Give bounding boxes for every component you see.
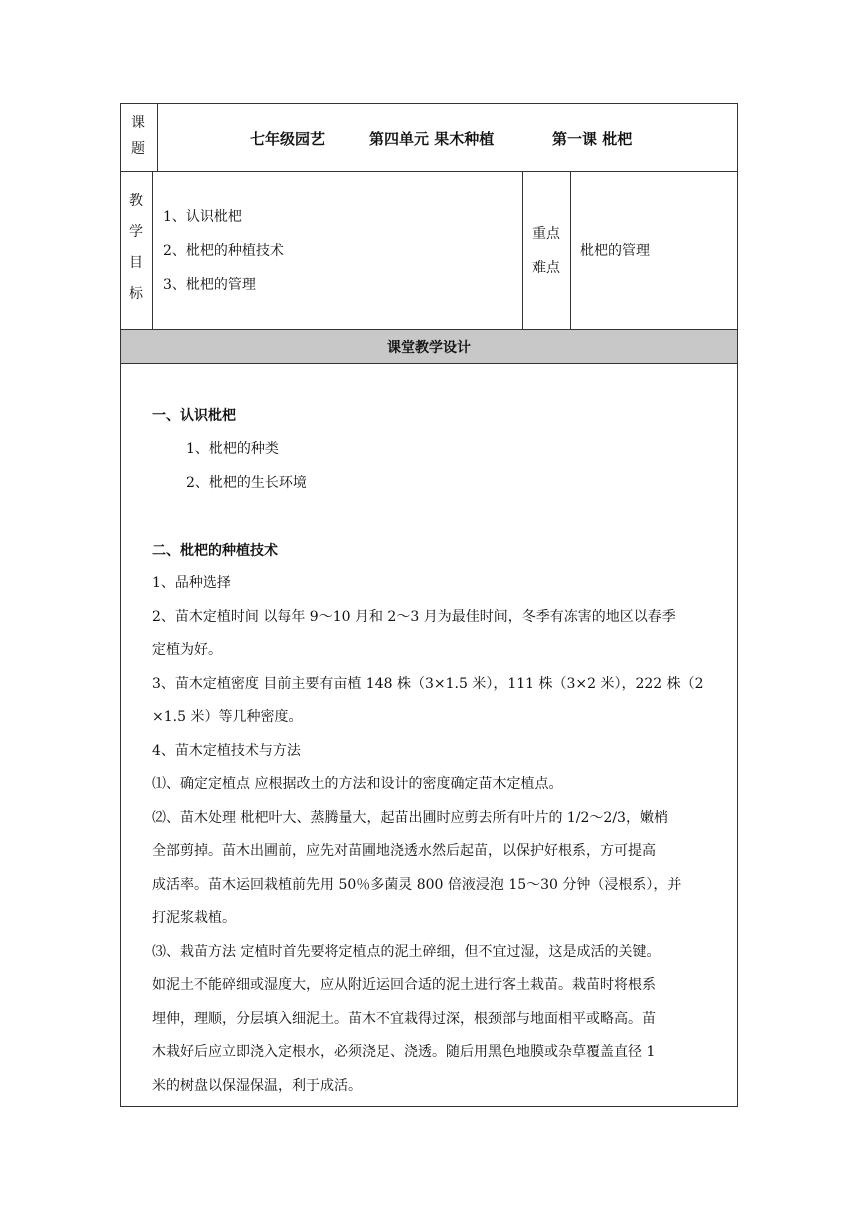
- body-line: 1、品种选择: [152, 575, 231, 591]
- key-points-value: 枇杷的管理: [580, 243, 650, 259]
- body-line: 2、苗木定植时间 以每年 9～10 月和 2～3 月为最佳时间，冬季有冻害的地区以春季: [152, 608, 676, 625]
- section-item: 1、枇杷的种类: [186, 441, 279, 457]
- row-divider: [120, 363, 738, 364]
- lesson-title: [160, 128, 738, 152]
- row-divider: [120, 171, 738, 172]
- difficulties-label: 难点: [532, 260, 560, 276]
- goal-item: 2、枇杷的种植技术: [163, 243, 284, 259]
- column-divider: [152, 171, 153, 330]
- column-divider: [570, 171, 571, 330]
- key-points-label: 重点: [532, 226, 560, 242]
- body-line: 木栽好后应立即浇入定根水，必须浇足、浇透。随后用黑色地膜或杂草覆盖直径 1: [152, 1044, 656, 1060]
- section-body: [152, 567, 712, 1103]
- title-grade: 七年级园艺: [250, 130, 326, 148]
- title-lesson: 第一课 枇杷: [552, 130, 633, 148]
- body-line: 埋伸，理顺，分层填入细泥土。苗木不宜栽得过深，根颈部与地面相平或略高。苗: [152, 1010, 656, 1027]
- label-char: 教: [129, 193, 143, 209]
- title-unit: 第四单元 果木种植: [369, 130, 495, 148]
- body-line: ⑵、苗木处理 枇杷叶大、蒸腾量大，起苗出圃时应剪去所有叶片的 1/2～2/3，嫩梢: [152, 809, 668, 826]
- label-char: 学: [129, 224, 143, 240]
- column-divider: [522, 171, 523, 330]
- body-line: ⑶、栽苗方法 定植时首先要将定植点的泥土碎细，但不宜过湿，这是成活的关键。: [152, 943, 661, 960]
- label-char: 标: [129, 286, 143, 302]
- body-line: ⑴、确定定植点 应根据改土的方法和设计的密度确定苗木定植点。: [152, 776, 563, 792]
- body-line: 打泥浆栽植。: [152, 910, 236, 926]
- body-line: 3、苗木定植密度 目前主要有亩植 148 株（3×1.5 米），111 株（3×2 米），222 株（2: [152, 675, 704, 692]
- label-char: 题: [131, 141, 145, 157]
- subject-label: [123, 110, 153, 162]
- section-item: 2、枇杷的生长环境: [186, 475, 307, 491]
- goals-label: [121, 186, 151, 310]
- section-heading: 二、枇杷的种植技术: [152, 543, 278, 559]
- goal-item: 3、枇杷的管理: [163, 277, 256, 293]
- label-char: 目: [129, 255, 143, 271]
- body-line: 如泥土不能碎细或湿度大，应从附近运回合适的泥土进行客土栽苗。栽苗时将根系: [152, 977, 656, 993]
- body-line: 米的树盘以保湿保温，利于成活。: [152, 1077, 362, 1094]
- section-heading: 一、认识枇杷: [152, 408, 236, 424]
- body-line: 定植为好。: [152, 642, 222, 658]
- column-divider: [157, 103, 158, 172]
- body-line: 4、苗木定植技术与方法: [152, 742, 301, 759]
- classroom-design-heading: 课堂教学设计: [121, 330, 737, 363]
- label-char: 课: [131, 115, 145, 131]
- goal-item: 1、认识枇杷: [163, 209, 242, 225]
- body-line: ×1.5 米）等几种密度。: [152, 709, 303, 725]
- body-line: 成活率。苗木运回栽植前先用 50％多菌灵 800 倍液浸泡 15～30 分钟（浸根系），并: [152, 876, 682, 893]
- body-line: 全部剪掉。苗木出圃前，应先对苗圃地浇透水然后起苗，以保护好根系，方可提高: [152, 843, 656, 859]
